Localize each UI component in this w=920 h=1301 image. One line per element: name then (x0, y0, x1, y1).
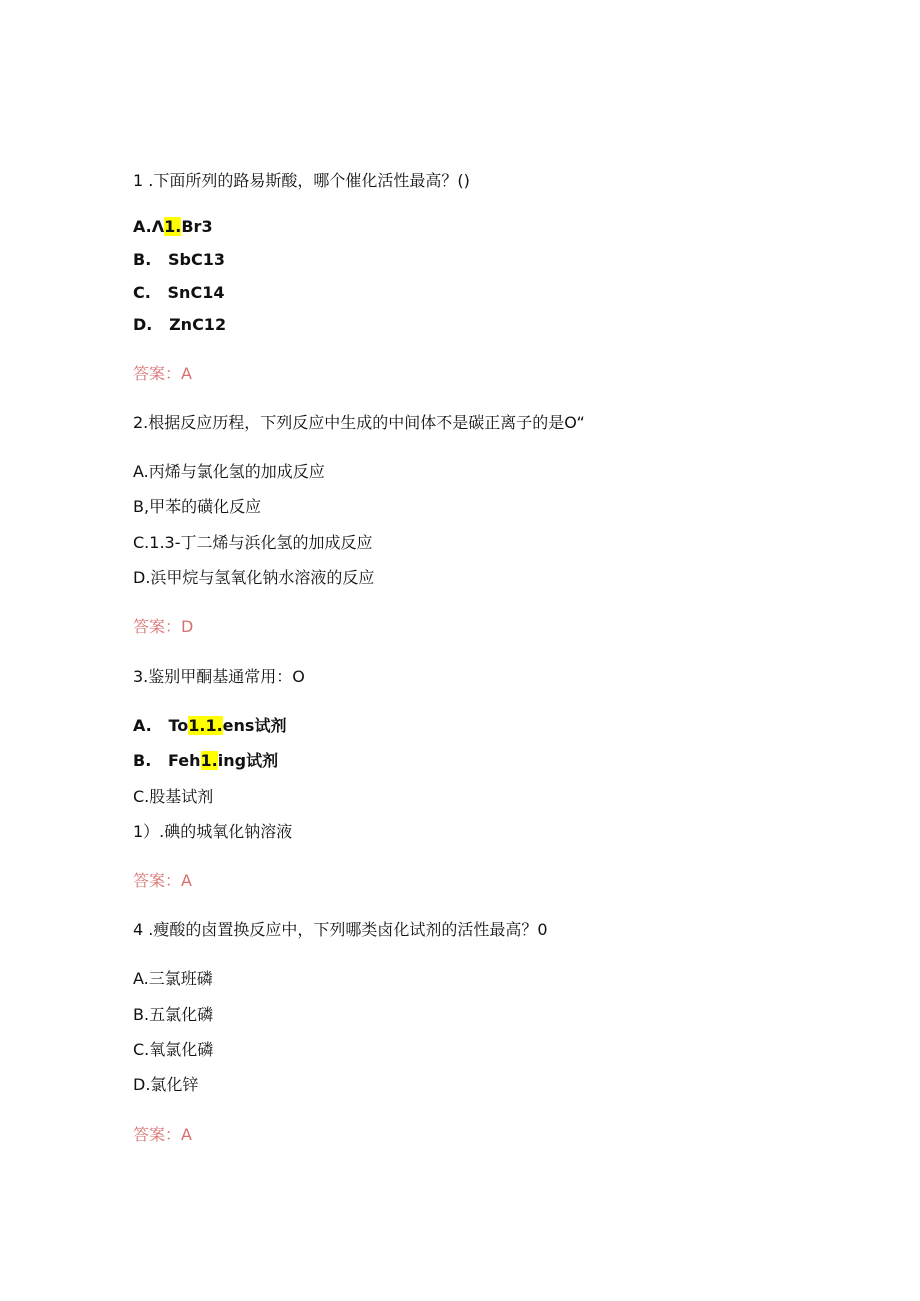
option-text: A.Λ (133, 217, 165, 236)
question-3-option-d: 1）.碘的城氧化钠溶液 (133, 822, 293, 841)
question-1-answer: 答案：A (133, 364, 192, 383)
question-1-option-a (133, 216, 213, 238)
highlight-text: 1.1. (188, 716, 223, 735)
question-1-stem: 1 .下面所列的路易斯酸，哪个催化活性最高？() (133, 171, 470, 190)
question-4-stem: 4 .瘦酸的卤置换反应中，下列哪类卤化试剂的活性最高？0 (133, 920, 548, 939)
question-4-option-a: A.三氯班磷 (133, 969, 213, 988)
question-3-stem: 3.鉴别甲酮基通常用：O (133, 667, 305, 686)
question-4-answer: 答案：A (133, 1125, 192, 1144)
highlight-text: 1. (200, 751, 218, 770)
question-4-option-c: C.氧氯化磷 (133, 1040, 214, 1059)
option-text: Br3 (181, 217, 213, 236)
highlight-text: 1. (164, 217, 182, 236)
question-1-option-b: B. SbC13 (133, 250, 225, 269)
question-2-option-c: C.1.3-丁二烯与浜化氢的加成反应 (133, 533, 373, 552)
question-2-option-a: A.丙烯与氯化氢的加成反应 (133, 462, 325, 481)
question-2-stem: 2.根据反应历程，下列反应中生成的中间体不是碳正离子的是O“ (133, 413, 585, 432)
question-2-answer: 答案：D (133, 617, 194, 636)
question-3-answer: 答案：A (133, 871, 192, 890)
question-1-option-d: D. ZnC12 (133, 315, 227, 334)
option-text: A. To (133, 716, 189, 735)
option-text: ens试剂 (222, 716, 287, 735)
question-3-option-c: C.股基试剂 (133, 787, 214, 806)
question-3-option-a (133, 715, 286, 737)
option-text: ing试剂 (217, 751, 279, 770)
question-4-option-d: D.氯化锌 (133, 1075, 199, 1094)
question-1-option-c: C. SnC14 (133, 283, 225, 302)
question-4-option-b: B.五氯化磷 (133, 1005, 214, 1024)
option-text: B. Feh (133, 751, 201, 770)
question-3-option-b (133, 750, 278, 772)
question-2-option-d: D.浜甲烷与氢氧化钠水溶液的反应 (133, 568, 375, 587)
question-2-option-b: B,甲苯的磺化反应 (133, 497, 262, 516)
